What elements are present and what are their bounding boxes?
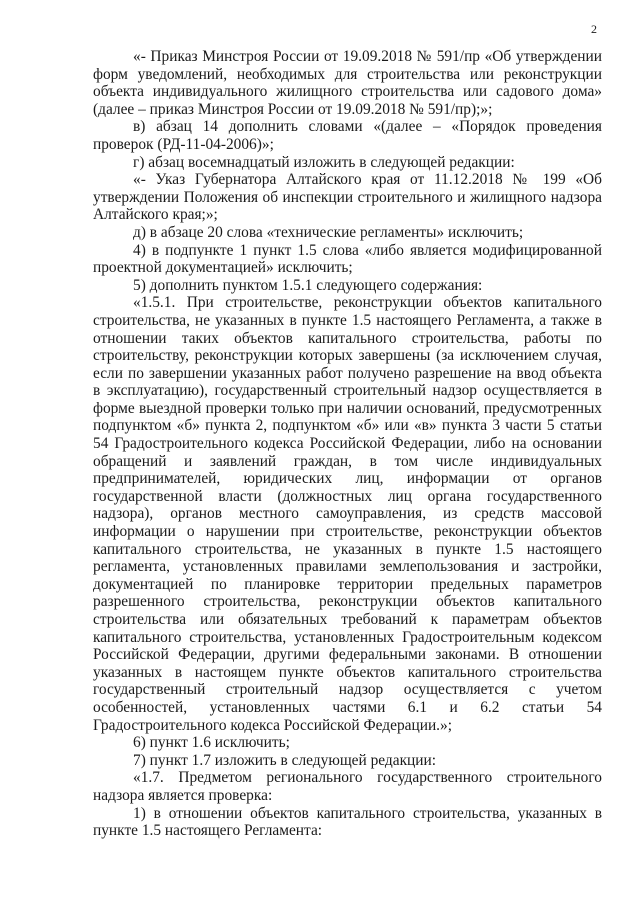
- paragraph-6-punkt-1-6: 6) пункт 1.6 исключить;: [133, 734, 290, 752]
- paragraph-g-abzac-18: г) абзац восемнадцатый изложить в следующей редакции:: [133, 153, 515, 171]
- paragraph-order-minstroy: «- Приказ Минстроя России от 19.09.2018 № 591/пр «Об утверждении форм уведомлений, необходимых для строительства или реконструкции объекта индивидуального жилищного строительства или садового дома» (далее – приказ Минстроя России от 19.09.2018 № 591/пр);»;: [93, 48, 602, 118]
- paragraph-ukaz-gubernatora: «- Указ Губернатора Алтайского края от 11.12.2018 № 199 «Об утверждении Положения об инспекции строительного и жилищного надзора Алтайского края;»;: [93, 171, 602, 224]
- paragraph-1-5-1-text: «1.5.1. При строительстве, реконструкции объектов капитального строительства, не указанных в пункте 1.5 настоящего Регламента, а также в отношении таких объектов капитального строительства, работы по строительству, реконструкции которых завершены (за исключением случая, если по завершении указанных работ получено разрешение на ввод объекта в эксплуатацию), государственный строительный надзор осуществляется в форме выездной проверки только при наличии оснований, предусмотренных подпунктом «б» пункта 2, подпунктом «б» или «в» пункта 3 части 5 статьи 54 Градостроительного кодекса Российской Федерации, либо на основании обращений и заявлений граждан, в том числе индивидуальных предпринимателей, юридических лиц, информации от органов государственной власти (должностных лиц органа государственного надзора), органов местного самоуправления, из средств массовой информации о нарушении при строительстве, реконструкции объектов капитального строительства, не указанных в пункте 1.5 настоящего регламента, установленных правилами землепользования и застройки, документацией по планировке территории предельных параметров разрешенного строительства, реконструкции объектов капитального строительства или обязательных требований к параметрам объектов капитального строительства, установленных Градостроительным кодексом Российской Федерации, другими федеральными законами. В отношении указанных в настоящем пункте объектов капитального строительства государственный строительный надзор осуществляется с учетом особенностей, установленных частями 6.1 и 6.2 статьи 54 Градостроительного кодекса Российской Федерации.»;: [93, 294, 602, 734]
- paragraph-d-abzac-20: д) в абзаце 20 слова «технические регламенты» исключить;: [133, 223, 524, 241]
- paragraph-v-abzac-14: в) абзац 14 дополнить словами «(далее – «Порядок проведения проверок (РД-11-04-2006)»;: [93, 118, 602, 153]
- paragraph-4-podpunkt-1: 4) в подпункте 1 пункт 1.5 слова «либо является модифицированной проектной документацией» исключить;: [93, 241, 602, 277]
- paragraph-1-v-otnoshenii: 1) в отношении объектов капитального строительства, указанных в пункте 1.5 настоящего Регламента:: [93, 804, 602, 840]
- paragraph-7-punkt-1-7: 7) пункт 1.7 изложить в следующей редакции:: [133, 751, 437, 769]
- paragraph-5-dopolnit: 5) дополнить пунктом 1.5.1 следующего содержания:: [133, 276, 483, 294]
- paragraph-1-7-predmet: «1.7. Предметом регионального государственного строительного надзора является проверка:: [93, 769, 602, 804]
- page-number: 2: [591, 22, 597, 36]
